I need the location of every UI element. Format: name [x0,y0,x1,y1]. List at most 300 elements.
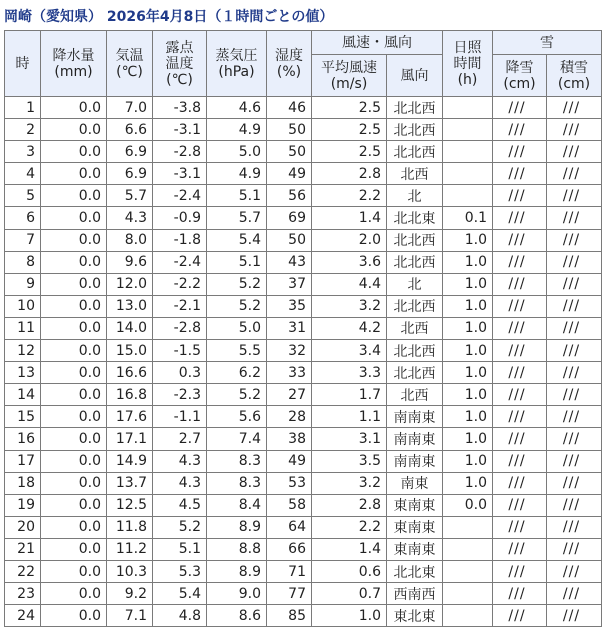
cell-wind-direction: 東南東 [387,516,443,538]
cell-temperature: 6.9 [107,141,153,163]
cell-dew-point: -3.8 [153,97,207,119]
cell-sunshine [443,516,493,538]
cell-humidity: 53 [267,472,312,494]
cell-humidity: 32 [267,340,312,362]
cell-snowfall: /// [493,538,547,560]
cell-wind-direction: 北北西 [387,340,443,362]
cell-vapor-pressure: 5.2 [207,295,267,317]
cell-dew-point: 2.7 [153,428,207,450]
cell-hour: 18 [5,472,41,494]
cell-snowfall: /// [493,406,547,428]
cell-hour: 7 [5,229,41,251]
cell-humidity: 33 [267,362,312,384]
cell-humidity: 31 [267,317,312,339]
table-row [5,229,602,251]
cell-temperature: 11.2 [107,538,153,560]
cell-temperature: 13.0 [107,295,153,317]
cell-wind-speed: 2.2 [312,516,387,538]
cell-temperature: 9.6 [107,251,153,273]
cell-dew-point: 0.3 [153,362,207,384]
cell-sunshine: 1.0 [443,340,493,362]
cell-temperature: 15.0 [107,340,153,362]
cell-snow-depth: /// [547,583,602,605]
cell-sunshine [443,560,493,582]
cell-temperature: 6.6 [107,119,153,141]
cell-wind-speed: 3.6 [312,251,387,273]
cell-temperature: 4.3 [107,207,153,229]
cell-precipitation: 0.0 [41,494,107,516]
cell-precipitation: 0.0 [41,119,107,141]
cell-vapor-pressure: 8.9 [207,516,267,538]
header-wind-speed: 平均風速 (m/s) [312,55,387,97]
header-hour: 時 [5,31,41,97]
cell-precipitation: 0.0 [41,472,107,494]
cell-dew-point: -1.1 [153,406,207,428]
cell-dew-point: -3.1 [153,163,207,185]
table-row [5,560,602,582]
cell-sunshine: 1.0 [443,295,493,317]
cell-snowfall: /// [493,516,547,538]
cell-snowfall: /// [493,97,547,119]
cell-vapor-pressure: 6.2 [207,362,267,384]
cell-precipitation: 0.0 [41,516,107,538]
cell-wind-speed: 1.0 [312,605,387,627]
cell-wind-direction: 南東 [387,472,443,494]
cell-temperature: 8.0 [107,229,153,251]
cell-temperature: 6.9 [107,163,153,185]
cell-sunshine: 0.1 [443,207,493,229]
cell-vapor-pressure: 5.1 [207,251,267,273]
cell-precipitation: 0.0 [41,317,107,339]
cell-hour: 6 [5,207,41,229]
cell-dew-point: 5.2 [153,516,207,538]
cell-temperature: 7.1 [107,605,153,627]
cell-snowfall: /// [493,163,547,185]
cell-humidity: 43 [267,251,312,273]
cell-sunshine: 1.0 [443,229,493,251]
cell-vapor-pressure: 5.0 [207,317,267,339]
cell-precipitation: 0.0 [41,362,107,384]
cell-vapor-pressure: 5.4 [207,229,267,251]
table-row [5,472,602,494]
cell-vapor-pressure: 9.0 [207,583,267,605]
cell-dew-point: -2.1 [153,295,207,317]
hourly-weather-table [4,30,602,627]
table-row [5,163,602,185]
cell-wind-direction: 北北西 [387,295,443,317]
cell-dew-point: -2.3 [153,384,207,406]
cell-snowfall: /// [493,229,547,251]
cell-vapor-pressure: 4.6 [207,97,267,119]
cell-wind-speed: 4.4 [312,273,387,295]
cell-wind-direction: 北北西 [387,141,443,163]
cell-wind-speed: 3.2 [312,472,387,494]
cell-temperature: 16.6 [107,362,153,384]
cell-dew-point: 5.4 [153,583,207,605]
cell-humidity: 50 [267,119,312,141]
table-row [5,251,602,273]
cell-snowfall: /// [493,605,547,627]
cell-wind-direction: 北北西 [387,97,443,119]
cell-wind-speed: 3.3 [312,362,387,384]
cell-wind-direction: 西南西 [387,583,443,605]
cell-vapor-pressure: 8.3 [207,450,267,472]
table-row [5,340,602,362]
cell-dew-point: -0.9 [153,207,207,229]
table-row [5,317,602,339]
cell-wind-direction: 北北西 [387,362,443,384]
cell-wind-direction: 東南東 [387,538,443,560]
table-row [5,185,602,207]
cell-hour: 15 [5,406,41,428]
table-row [5,384,602,406]
table-row [5,583,602,605]
cell-snowfall: /// [493,450,547,472]
cell-precipitation: 0.0 [41,560,107,582]
cell-precipitation: 0.0 [41,384,107,406]
cell-snow-depth: /// [547,406,602,428]
cell-wind-speed: 1.4 [312,207,387,229]
table-row [5,295,602,317]
cell-wind-speed: 2.5 [312,141,387,163]
cell-vapor-pressure: 4.9 [207,119,267,141]
cell-hour: 4 [5,163,41,185]
cell-snow-depth: /// [547,163,602,185]
cell-dew-point: -2.4 [153,185,207,207]
cell-sunshine [443,185,493,207]
cell-precipitation: 0.0 [41,97,107,119]
cell-snow-depth: /// [547,472,602,494]
cell-vapor-pressure: 8.8 [207,538,267,560]
cell-wind-direction: 東南東 [387,494,443,516]
header-snow-group: 雪 [493,31,602,55]
cell-temperature: 17.1 [107,428,153,450]
cell-dew-point: 5.1 [153,538,207,560]
cell-snow-depth: /// [547,428,602,450]
cell-snow-depth: /// [547,273,602,295]
table-row [5,119,602,141]
header-snow-depth: 積雪 (cm) [547,55,602,97]
cell-vapor-pressure: 4.9 [207,163,267,185]
cell-humidity: 35 [267,295,312,317]
cell-sunshine: 1.0 [443,472,493,494]
cell-wind-direction: 北 [387,185,443,207]
cell-snowfall: /// [493,494,547,516]
cell-dew-point: 5.3 [153,560,207,582]
cell-wind-direction: 北北東 [387,207,443,229]
cell-sunshine: 1.0 [443,317,493,339]
cell-temperature: 17.6 [107,406,153,428]
cell-dew-point: -2.8 [153,317,207,339]
cell-snow-depth: /// [547,384,602,406]
cell-snowfall: /// [493,185,547,207]
cell-precipitation: 0.0 [41,207,107,229]
cell-snowfall: /// [493,295,547,317]
cell-sunshine [443,141,493,163]
cell-vapor-pressure: 5.6 [207,406,267,428]
header-vapor-pressure: 蒸気圧 (hPa) [207,31,267,97]
table-row [5,450,602,472]
cell-precipitation: 0.0 [41,428,107,450]
cell-dew-point: 4.3 [153,450,207,472]
cell-hour: 2 [5,119,41,141]
cell-wind-speed: 3.1 [312,428,387,450]
cell-wind-speed: 3.5 [312,450,387,472]
cell-wind-speed: 3.2 [312,295,387,317]
header-precipitation: 降水量 (mm) [41,31,107,97]
cell-temperature: 16.8 [107,384,153,406]
table-row [5,207,602,229]
cell-temperature: 14.9 [107,450,153,472]
cell-snow-depth: /// [547,295,602,317]
cell-precipitation: 0.0 [41,141,107,163]
cell-snow-depth: /// [547,605,602,627]
cell-wind-direction: 北北西 [387,229,443,251]
cell-wind-direction: 北 [387,273,443,295]
cell-hour: 9 [5,273,41,295]
cell-dew-point: 4.3 [153,472,207,494]
table-row [5,516,602,538]
cell-wind-direction: 北西 [387,163,443,185]
cell-humidity: 69 [267,207,312,229]
cell-vapor-pressure: 5.1 [207,185,267,207]
cell-hour: 13 [5,362,41,384]
cell-wind-speed: 1.7 [312,384,387,406]
cell-hour: 11 [5,317,41,339]
cell-sunshine: 1.0 [443,273,493,295]
cell-wind-speed: 2.8 [312,494,387,516]
cell-hour: 1 [5,97,41,119]
header-humidity: 湿度 (%) [267,31,312,97]
header-dew-point: 露点 温度 (℃) [153,31,207,97]
cell-hour: 12 [5,340,41,362]
cell-snowfall: /// [493,472,547,494]
cell-dew-point: -1.5 [153,340,207,362]
cell-precipitation: 0.0 [41,538,107,560]
cell-snow-depth: /// [547,340,602,362]
cell-sunshine: 0.0 [443,494,493,516]
cell-vapor-pressure: 5.7 [207,207,267,229]
cell-wind-speed: 1.4 [312,538,387,560]
header-sunshine: 日照 時間 (h) [443,31,493,97]
cell-hour: 8 [5,251,41,273]
cell-snow-depth: /// [547,560,602,582]
cell-temperature: 13.7 [107,472,153,494]
cell-dew-point: -3.1 [153,119,207,141]
cell-snowfall: /// [493,428,547,450]
cell-snowfall: /// [493,583,547,605]
cell-vapor-pressure: 5.0 [207,141,267,163]
cell-snow-depth: /// [547,362,602,384]
header-wind-group: 風速・風向 [312,31,443,55]
cell-vapor-pressure: 8.4 [207,494,267,516]
cell-humidity: 28 [267,406,312,428]
cell-snow-depth: /// [547,141,602,163]
cell-snow-depth: /// [547,207,602,229]
cell-sunshine: 1.0 [443,406,493,428]
cell-sunshine: 1.0 [443,450,493,472]
cell-humidity: 56 [267,185,312,207]
header-wind-direction: 風向 [387,55,443,97]
cell-sunshine: 1.0 [443,384,493,406]
cell-hour: 3 [5,141,41,163]
cell-temperature: 7.0 [107,97,153,119]
cell-wind-speed: 2.8 [312,163,387,185]
cell-dew-point: -2.8 [153,141,207,163]
cell-precipitation: 0.0 [41,406,107,428]
cell-temperature: 5.7 [107,185,153,207]
cell-vapor-pressure: 8.9 [207,560,267,582]
cell-vapor-pressure: 5.5 [207,340,267,362]
cell-wind-direction: 南南東 [387,406,443,428]
cell-snow-depth: /// [547,450,602,472]
table-row [5,97,602,119]
cell-snowfall: /// [493,207,547,229]
cell-snowfall: /// [493,384,547,406]
cell-sunshine: 1.0 [443,428,493,450]
table-row [5,141,602,163]
cell-temperature: 11.8 [107,516,153,538]
cell-snowfall: /// [493,340,547,362]
cell-snowfall: /// [493,317,547,339]
cell-humidity: 50 [267,141,312,163]
cell-snow-depth: /// [547,119,602,141]
cell-dew-point: -2.2 [153,273,207,295]
cell-snow-depth: /// [547,185,602,207]
cell-wind-speed: 2.2 [312,185,387,207]
cell-precipitation: 0.0 [41,605,107,627]
cell-precipitation: 0.0 [41,340,107,362]
cell-snowfall: /// [493,560,547,582]
cell-humidity: 71 [267,560,312,582]
cell-snow-depth: /// [547,317,602,339]
cell-humidity: 37 [267,273,312,295]
cell-humidity: 77 [267,583,312,605]
table-row [5,273,602,295]
cell-vapor-pressure: 8.6 [207,605,267,627]
table-row [5,428,602,450]
cell-dew-point: -1.8 [153,229,207,251]
cell-wind-direction: 北西 [387,317,443,339]
cell-dew-point: 4.8 [153,605,207,627]
cell-wind-direction: 北北東 [387,560,443,582]
header-snowfall: 降雪 (cm) [493,55,547,97]
cell-precipitation: 0.0 [41,583,107,605]
cell-snowfall: /// [493,362,547,384]
table-row [5,362,602,384]
cell-vapor-pressure: 5.2 [207,273,267,295]
table-row [5,538,602,560]
cell-sunshine [443,119,493,141]
cell-wind-speed: 1.1 [312,406,387,428]
cell-vapor-pressure: 5.2 [207,384,267,406]
cell-humidity: 49 [267,163,312,185]
cell-sunshine [443,583,493,605]
cell-vapor-pressure: 8.3 [207,472,267,494]
cell-snowfall: /// [493,141,547,163]
table-row [5,605,602,627]
cell-temperature: 10.3 [107,560,153,582]
table-row [5,494,602,516]
cell-sunshine [443,538,493,560]
cell-snowfall: /// [493,119,547,141]
cell-temperature: 12.0 [107,273,153,295]
cell-precipitation: 0.0 [41,185,107,207]
cell-dew-point: -2.4 [153,251,207,273]
cell-wind-speed: 0.7 [312,583,387,605]
cell-precipitation: 0.0 [41,163,107,185]
cell-wind-direction: 南南東 [387,450,443,472]
cell-wind-speed: 2.5 [312,119,387,141]
cell-humidity: 64 [267,516,312,538]
cell-humidity: 58 [267,494,312,516]
cell-sunshine [443,163,493,185]
table-row [5,406,602,428]
cell-hour: 24 [5,605,41,627]
cell-humidity: 50 [267,229,312,251]
cell-snow-depth: /// [547,516,602,538]
cell-temperature: 12.5 [107,494,153,516]
cell-precipitation: 0.0 [41,251,107,273]
page-title: 岡崎（愛知県） 2026年4月8日（１時間ごとの値） [4,9,334,25]
cell-temperature: 14.0 [107,317,153,339]
cell-snow-depth: /// [547,97,602,119]
cell-wind-direction: 東北東 [387,605,443,627]
cell-hour: 22 [5,560,41,582]
cell-snow-depth: /// [547,251,602,273]
cell-wind-speed: 4.2 [312,317,387,339]
cell-sunshine [443,97,493,119]
cell-wind-speed: 2.0 [312,229,387,251]
cell-dew-point: 4.5 [153,494,207,516]
cell-precipitation: 0.0 [41,229,107,251]
cell-snow-depth: /// [547,494,602,516]
header-temperature: 気温 (℃) [107,31,153,97]
cell-snowfall: /// [493,251,547,273]
cell-humidity: 38 [267,428,312,450]
cell-wind-direction: 北北西 [387,251,443,273]
cell-precipitation: 0.0 [41,273,107,295]
cell-hour: 17 [5,450,41,472]
cell-wind-direction: 南南東 [387,428,443,450]
cell-precipitation: 0.0 [41,295,107,317]
cell-snow-depth: /// [547,538,602,560]
cell-hour: 5 [5,185,41,207]
cell-hour: 21 [5,538,41,560]
cell-vapor-pressure: 7.4 [207,428,267,450]
cell-humidity: 27 [267,384,312,406]
cell-hour: 14 [5,384,41,406]
cell-humidity: 46 [267,97,312,119]
cell-snow-depth: /// [547,229,602,251]
cell-sunshine: 1.0 [443,251,493,273]
cell-wind-direction: 北西 [387,384,443,406]
cell-sunshine: 1.0 [443,362,493,384]
cell-hour: 10 [5,295,41,317]
cell-wind-speed: 3.4 [312,340,387,362]
cell-wind-speed: 0.6 [312,560,387,582]
cell-precipitation: 0.0 [41,450,107,472]
cell-hour: 19 [5,494,41,516]
cell-wind-direction: 北北西 [387,119,443,141]
cell-humidity: 85 [267,605,312,627]
cell-hour: 16 [5,428,41,450]
cell-wind-speed: 2.5 [312,97,387,119]
cell-humidity: 49 [267,450,312,472]
cell-hour: 20 [5,516,41,538]
cell-sunshine [443,605,493,627]
cell-hour: 23 [5,583,41,605]
